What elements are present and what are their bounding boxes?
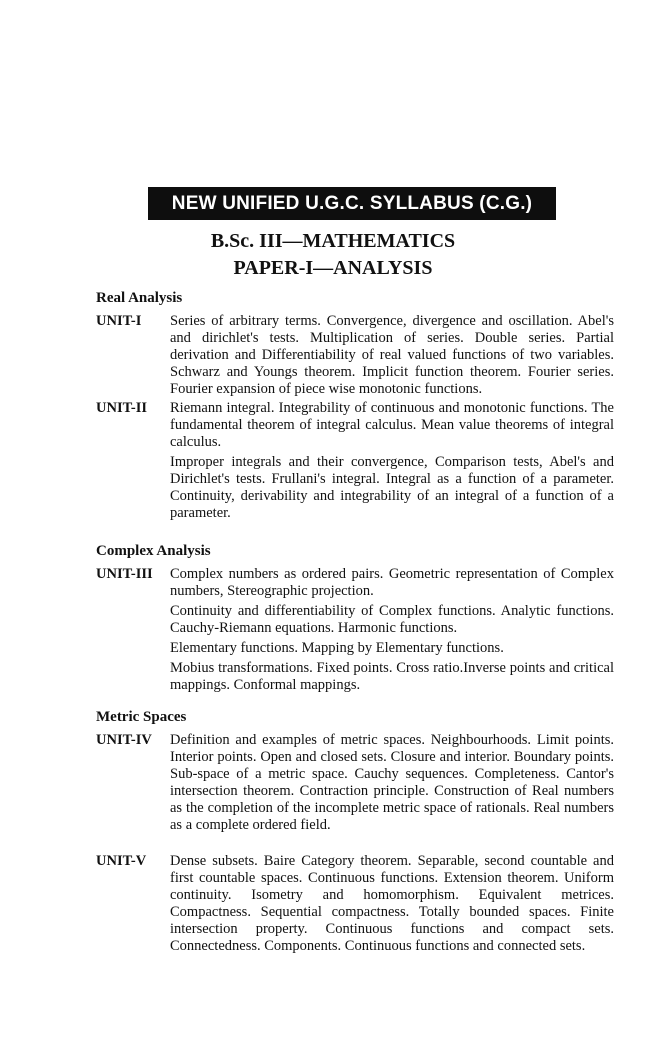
unit-body-2: [170, 400, 614, 522]
unit-5-paragraph-1: Dense subsets. Baire Category theorem. Separable, second countable and first countable spaces. Continuous functions. Extension theorem. Uniform continuity. Isometry and homomorphism. Equivalent metrices. Compactness. Sequential compactness. Totally bounded spaces. Finite intersection property. Continuous functions and compact sets. Connectedness. Components. Continuous functions and connected sets.: [170, 853, 614, 954]
unit-3-paragraph-3: Elementary functions. Mapping by Elementary functions.: [170, 640, 504, 656]
unit-1-paragraph-1: Series of arbitrary terms. Convergence, divergence and oscillation. Abel's and dirichlet's tests. Multiplication of series. Double series. Partial derivation and Differentiability of real valued functions of two variables. Schwarz and Youngs theorem. Implicit function theorem. Fourier series. Fourier expansion of piece wise monotonic functions.: [170, 313, 614, 397]
unit-label-3: UNIT-III: [96, 566, 153, 582]
section-heading-complex-analysis: Complex Analysis: [96, 543, 211, 559]
unit-label-2: UNIT-II: [96, 400, 148, 416]
paper-title: PAPER-I—ANALYSIS: [233, 257, 433, 279]
unit-4-paragraph-1: Definition and examples of metric spaces. Neighbourhoods. Limit points. Interior points. Open and closed sets. Closure and interior. Boundary points. Sub-space of a metric space. Cauchy sequences. Completeness. Cantor's intersection theorem. Contraction principle. Construction of Real numbers as the completion of the incomplete metric space of rationals. Real numbers as a complete ordered field.: [170, 732, 614, 833]
unit-label-4: UNIT-IV: [96, 732, 152, 748]
unit-label-1: UNIT-I: [96, 313, 142, 329]
section-heading-real-analysis: Real Analysis: [96, 290, 183, 306]
syllabus-banner: NEW UNIFIED U.G.C. SYLLABUS (C.G.): [148, 187, 556, 220]
unit-3-paragraph-2: Continuity and differentiability of Complex functions. Analytic functions. Cauchy-Riemann equations. Harmonic functions.: [170, 603, 614, 636]
unit-2-paragraph-1: Riemann integral. Integrability of continuous and monotonic functions. The fundamental theorem of integral calculus. Mean value theorems of integral calculus.: [170, 400, 614, 450]
unit-body-3: [170, 566, 614, 694]
unit-label-5: UNIT-V: [96, 853, 147, 869]
unit-3-paragraph-1: Complex numbers as ordered pairs. Geometric representation of Complex numbers, Stereographic projection.: [170, 566, 614, 599]
course-title: B.Sc. III—MATHEMATICS: [210, 230, 456, 252]
unit-2-paragraph-2: Improper integrals and their convergence, Comparison tests, Abel's and Dirichlet's tests. Frullani's integral. Integral as a function of a parameter. Continuity, derivability and integrability of an integral of a function of a parameter.: [170, 454, 614, 521]
section-heading-metric-spaces: Metric Spaces: [96, 709, 187, 725]
unit-body-4: [170, 732, 614, 834]
unit-body-1: [170, 313, 614, 398]
unit-body-5: [170, 853, 614, 955]
unit-3-paragraph-4: Mobius transformations. Fixed points. Cross ratio.Inverse points and critical mappings. Conformal mappings.: [170, 660, 614, 693]
